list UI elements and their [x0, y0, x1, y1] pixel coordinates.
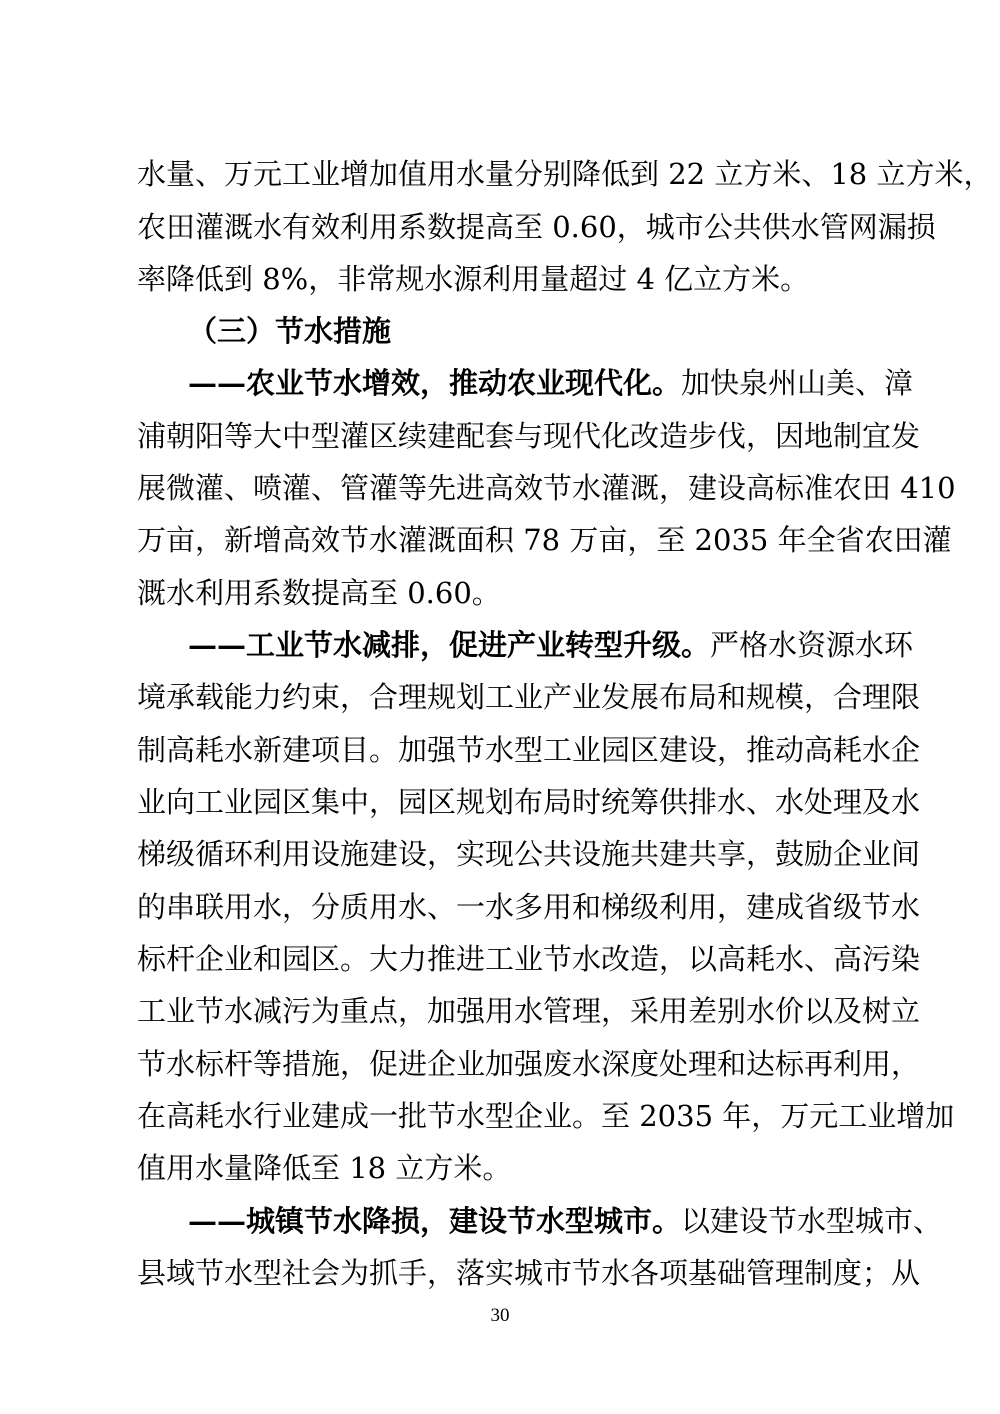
- body-text-line: 梯级循环利用设施建设，实现公共设施共建共享，鼓励企业间: [137, 837, 921, 871]
- body-text-line: 业向工业园区集中，园区规划布局时统筹供排水、水处理及水: [137, 785, 921, 819]
- body-text-line: 率降低到 8%，非常规水源利用量超过 4 亿立方米。: [137, 262, 810, 296]
- body-text-line: 县域节水型社会为抓手，落实城市节水各项基础管理制度；从: [137, 1256, 921, 1290]
- paragraph-lead-agriculture: ——农业节水增效，推动农业现代化。: [188, 366, 682, 400]
- paragraph-lead-urban: ——城镇节水降损，建设节水型城市。: [188, 1204, 682, 1238]
- paragraph-first-line-text: 加快泉州山美、漳: [681, 366, 914, 400]
- body-text-line: 境承载能力约束，合理规划工业产业发展布局和规模，合理限: [137, 680, 921, 714]
- body-text-line: 的串联用水，分质用水、一水多用和梯级利用，建成省级节水: [137, 890, 921, 924]
- body-text-line: 标杆企业和园区。大力推进工业节水改造，以高耗水、高污染: [137, 942, 921, 976]
- paragraph-first-line-text: 以建设节水型城市、: [681, 1204, 943, 1238]
- body-text-line: 工业节水减污为重点，加强用水管理，采用差别水价以及树立: [137, 994, 921, 1028]
- body-text-line: 节水标杆等措施，促进企业加强废水深度处理和达标再利用，: [137, 1047, 921, 1081]
- paragraph-first-line: [188, 619, 914, 671]
- body-text-line: 在高耗水行业建成一批节水型企业。至 2035 年，万元工业增加: [137, 1099, 955, 1133]
- body-text-line: 展微灌、喷灌、管灌等先进高效节水灌溉，建设高标准农田 410: [137, 471, 956, 505]
- section-heading: （三）节水措施: [188, 314, 392, 348]
- paragraph-lead-industry: ——工业节水减排，促进产业转型升级。: [188, 628, 711, 662]
- body-text-line: 溉水利用系数提高至 0.60。: [137, 576, 501, 610]
- body-text-line: 万亩，新增高效节水灌溉面积 78 万亩，至 2035 年全省农田灌: [137, 523, 952, 557]
- body-text-line: 制高耗水新建项目。加强节水型工业园区建设，推动高耗水企: [137, 733, 921, 767]
- paragraph-first-line: [188, 357, 914, 409]
- body-text-line: 水量、万元工业增加值用水量分别降低到 22 立方米、18 立方米，: [137, 157, 993, 191]
- page-number: 30: [490, 1305, 510, 1326]
- paragraph-first-line-text: 严格水资源水环: [710, 628, 914, 662]
- body-text-line: 农田灌溉水有效利用系数提高至 0.60，城市公共供水管网漏损: [137, 210, 936, 244]
- body-text-line: 浦朝阳等大中型灌区续建配套与现代化改造步伐，因地制宜发: [137, 419, 921, 453]
- paragraph-first-line: [188, 1195, 943, 1247]
- body-text-line: 值用水量降低至 18 立方米。: [137, 1151, 512, 1185]
